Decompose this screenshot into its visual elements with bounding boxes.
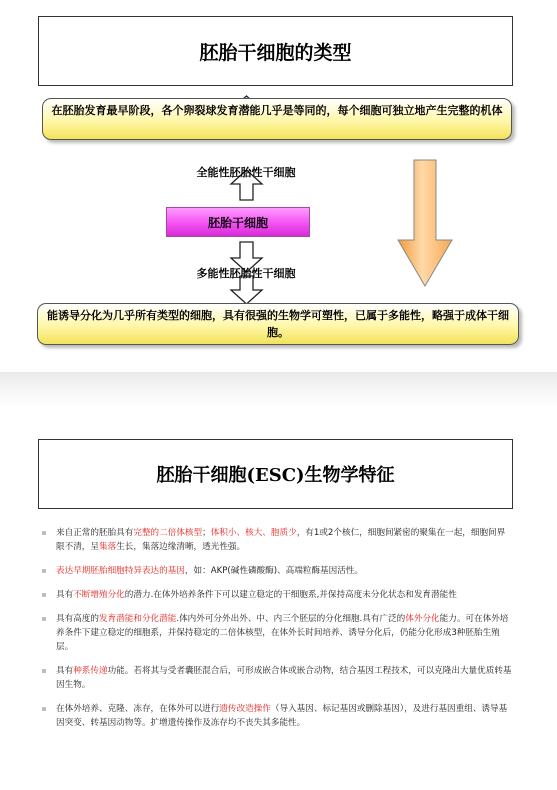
feature-bullet xyxy=(42,564,512,578)
feature-bullet xyxy=(42,664,512,692)
bullet-text: 来自正常的胚胎具有 xyxy=(56,528,134,538)
bullet-text: 的潜力.在体外培养条件下可以建立稳定的干细胞系,并保持高度未分化状态和发育潜能性 xyxy=(124,590,457,600)
top-callout: 在胚胎发育最早阶段，各个卵裂球发育潜能几乎是等同的，每个细胞可独立地产生完整的机体 xyxy=(42,98,512,140)
bullet-text: ，有1或2个核仁，细胞间紧密的聚集在一起，细胞间界限不清，呈 xyxy=(56,528,506,552)
highlight-text: 集落 xyxy=(98,542,117,552)
bullet-text: 具有 xyxy=(56,666,74,676)
label-totipotent: 全能性胚胎性干细胞 xyxy=(196,166,296,179)
bullet-text: .体内外可分外出外、中、内三个胚层的分化细胞.具有广泛的 xyxy=(176,614,406,624)
bullet-marker xyxy=(42,669,46,673)
highlight-text: 种系传递 xyxy=(73,666,108,676)
highlight-text: 表达早期胚胎细胞特异表达的基因 xyxy=(56,566,185,576)
feature-bullet xyxy=(42,612,512,654)
bullet-text: 在体外培养、克隆、冻存，在体外可以进行 xyxy=(56,704,220,714)
bullet-marker xyxy=(42,569,46,573)
bullet-text: 具有高度的 xyxy=(56,614,99,624)
highlight-text: 遗传改造操作 xyxy=(219,704,271,714)
feature-bullet xyxy=(42,588,512,602)
bullet-text: ，如：AKP(碱性磷酸酶)、高端粒酶基因活性。 xyxy=(184,566,364,576)
slide-embryonic-stem-cell-types xyxy=(0,0,557,372)
highlight-text: 发育潜能和分化潜能 xyxy=(98,614,177,624)
bullet-marker xyxy=(42,531,46,535)
bullet-text: 能力。可在体外培养条件下建立稳定的细胞系，并保持稳定的二倍体核型，在体外长时间培养、诱导分化后，仍能分化形成3种胚胎生殖层。 xyxy=(56,614,509,652)
bullet-text: 具有 xyxy=(56,590,74,600)
slide2-title: 胚胎干细胞(ESC)生物学特征 xyxy=(38,439,513,509)
bullet-text: （导入基因、标记基因或删除基因），及进行基因重组、诱导基因突变、转基因动物等。扩增遗传操作及冻存均不丧失其多能性。 xyxy=(56,704,508,728)
slide-separator xyxy=(0,372,557,408)
label-pluripotent: 多能性胚胎性干细胞 xyxy=(196,267,296,280)
bullet-text: 生长，集落边缘清晰，透光性强。 xyxy=(116,542,246,552)
bottom-callout: 能诱导分化为几乎所有类型的细胞，具有很强的生物学可塑性，已属于多能性，略强于成体干细胞。 xyxy=(37,303,519,345)
bullet-text: ； xyxy=(202,528,211,538)
big-down-arrow xyxy=(398,160,452,286)
bullet-marker xyxy=(42,593,46,597)
bullet-marker xyxy=(42,617,46,621)
highlight-text: 不断增殖分化 xyxy=(73,590,125,600)
bullet-text: 功能。若将其与受者囊胚混合后，可形成嵌合体或嵌合动物，结合基因工程技术，可以克隆出大量优质转基因生物。 xyxy=(56,666,512,690)
highlight-text: 体外分化 xyxy=(405,614,440,624)
bullet-marker xyxy=(42,707,46,711)
highlight-text: 体积小、核大、胞质少 xyxy=(210,528,297,538)
slide1-title: 胚胎干细胞的类型 xyxy=(38,16,513,86)
feature-bullets xyxy=(42,526,512,740)
center-box-esc: 胚胎干细胞 xyxy=(166,207,310,237)
feature-bullet xyxy=(42,702,512,730)
slide-esc-characteristics xyxy=(0,408,557,790)
feature-bullet xyxy=(42,526,512,554)
highlight-text: 完整的二倍体核型 xyxy=(133,528,203,538)
